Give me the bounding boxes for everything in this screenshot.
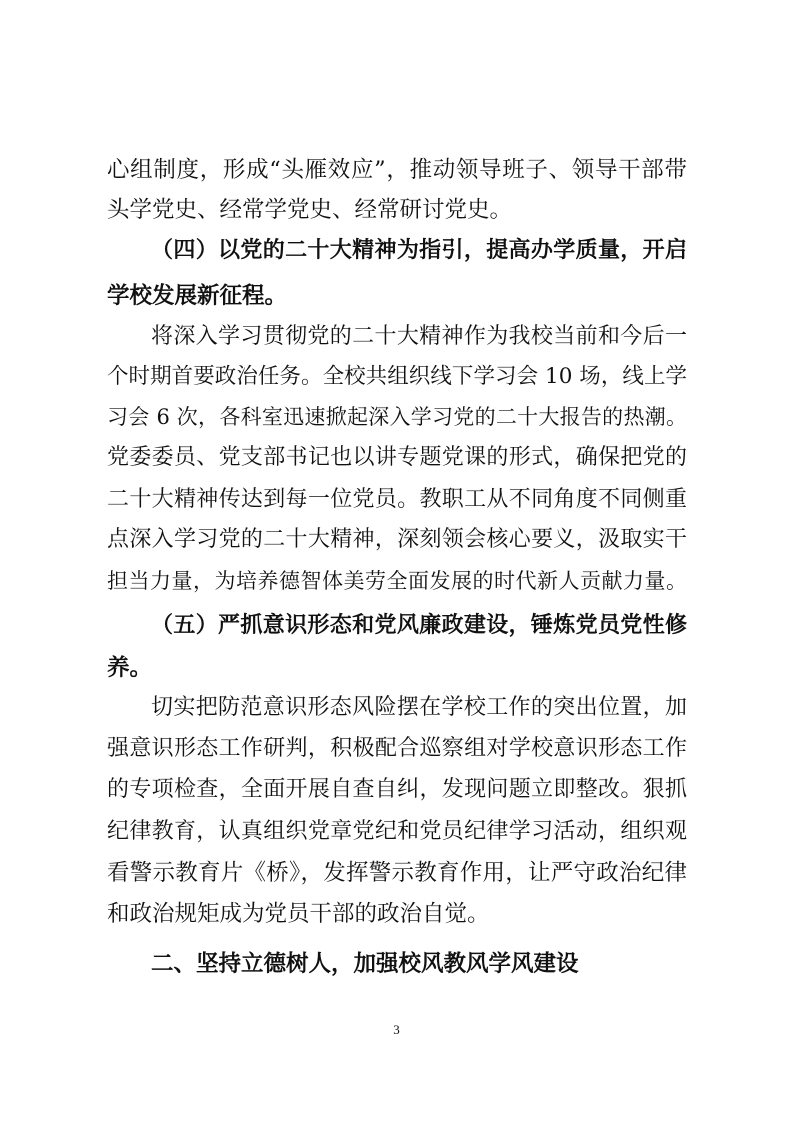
body-line-19: 和政治规矩成为党员干部的政治自觉。 xyxy=(107,901,490,927)
body-line-16: 的专项检查，全面开展自查自纠，发现问题立即整改。狠抓 xyxy=(107,777,687,802)
body-line-11: 担当力量，为培养德智体美劳全面发展的时代新人贡献力量。 xyxy=(107,569,687,593)
body-line-8: 党委委员、党支部书记也以讲专题党课的形式，确保把党的 xyxy=(107,445,687,470)
chapter-2-heading: 二、坚持立德树人，加强校风教风学风建设 xyxy=(151,951,579,977)
body-line-10: 点深入学习党的二十大精神，深刻领会核心要义，汲取实干 xyxy=(107,527,687,552)
section-4-title-line-1: （四）以党的二十大精神为指引，提高办学质量，开启 xyxy=(151,237,687,263)
body-line-15: 强意识形态工作研判，积极配合巡察组对学校意识形态工作 xyxy=(107,736,687,761)
body-line-2: 头学党史、经常学党史、经常研讨党史。 xyxy=(107,197,513,223)
body-line-1: 心组制度，形成“头雁效应”，推动领导班子、领导干部带 xyxy=(107,157,687,183)
body-line-14: 切实把防范意识形态风险摆在学校工作的突出位置，加 xyxy=(151,695,687,720)
section-4-title-line-2: 学校发展新征程。 xyxy=(107,283,288,309)
body-line-5: 将深入学习贯彻党的二十大精神作为我校当前和今后一 xyxy=(151,324,687,349)
body-line-9: 二十大精神传达到每一位党员。教职工从不同角度不同侧重 xyxy=(107,487,687,512)
page-number: 3 xyxy=(393,1022,400,1037)
section-5-title-line-1: （五）严抓意识形态和党风廉政建设，锤炼党员党性修 xyxy=(151,612,687,638)
body-line-6: 个时期首要政治任务。全校共组织线下学习会 10 场，线上学 xyxy=(107,364,687,389)
section-5-title-line-2: 养。 xyxy=(107,655,153,681)
body-line-17: 纪律教育，认真组织党章党纪和党员纪律学习活动，组织观 xyxy=(107,819,687,844)
body-line-18: 看警示教育片《桥》，发挥警示教育作用，让严守政治纪律 xyxy=(107,860,687,886)
body-line-7: 习会 6 次，各科室迅速掀起深入学习党的二十大报告的热潮。 xyxy=(107,405,687,429)
